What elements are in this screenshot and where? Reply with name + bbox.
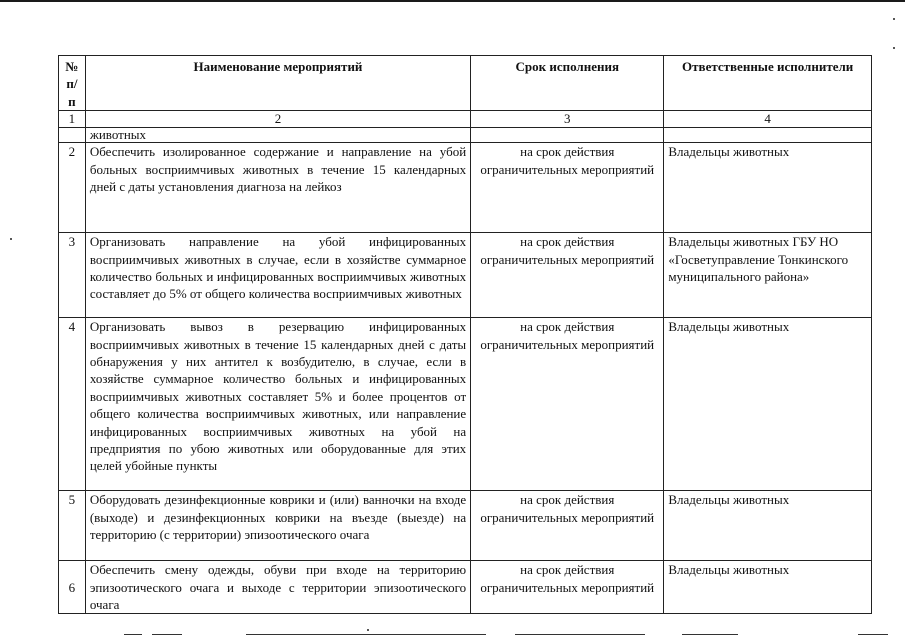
measure-name: Организовать направление на убой инфицированных восприимчивых животных в случае, если в хозяйстве суммарное количество больных и инфицированных восприимчивых животных составляет до 5% от общего количества восприимчивых животных — [85, 233, 470, 318]
row-number: 4 — [59, 318, 86, 491]
measure-name: Организовать вывоз в резервацию инфицированных восприимчивых животных в течение 15 календарных дней с даты обнаружения у них антител к возбудителю, в случае, если в хозяйстве суммарное количество больных и инфицированных восприимчивых животных составляет 5% и более процентов от общего количества восприимчивых животных, или направление инфицированных восприимчивых животных на убой на предприятия по убою животных или оборудованные для этих целей убойные пункты — [85, 318, 470, 491]
column-number: 3 — [471, 111, 664, 128]
header-responsible: Ответственные исполнители — [664, 56, 872, 111]
measure-responsible: Владельцы животных — [664, 561, 872, 614]
scan-speck — [367, 629, 369, 631]
measure-term: на срок действия ограничительных мероприятий — [471, 491, 664, 561]
scan-artifact-line — [246, 634, 486, 635]
table-row — [59, 491, 872, 561]
row-number: 6 — [59, 561, 86, 614]
table-row — [59, 143, 872, 233]
scan-speck — [893, 47, 895, 49]
scan-artifact-line — [858, 634, 888, 635]
measure-responsible: Владельцы животных — [664, 318, 872, 491]
scan-artifact-line — [515, 634, 645, 635]
table-row — [59, 561, 872, 614]
row-number: 2 — [59, 143, 86, 233]
measure-name: Оборудовать дезинфекционные коврики и (или) ванночки на входе (выходе) и дезинфекционных коврики на въезде (выезде) на территорию (с территории) эпизоотического очага — [85, 491, 470, 561]
measure-responsible: Владельцы животных ГБУ НО «Госветуправление Тонкинского муниципального района» — [664, 233, 872, 318]
scan-speck — [893, 18, 895, 20]
page-top-border — [0, 0, 905, 2]
scan-speck — [10, 238, 12, 240]
header-num: № п/п — [59, 56, 86, 111]
measure-term: на срок действия ограничительных мероприятий — [471, 233, 664, 318]
column-number-row — [59, 111, 872, 128]
measure-term: на срок действия ограничительных мероприятий — [471, 318, 664, 491]
table-row — [59, 233, 872, 318]
measure-responsible: Владельцы животных — [664, 491, 872, 561]
table-header-row — [59, 56, 872, 111]
scan-artifact-line — [682, 634, 738, 635]
scan-artifact-line — [124, 634, 142, 635]
continuation-row — [59, 128, 872, 143]
measure-term: на срок действия ограничительных мероприятий — [471, 143, 664, 233]
measures-table — [58, 55, 872, 614]
measure-term: на срок действия ограничительных мероприятий — [471, 561, 664, 614]
header-term: Срок исполнения — [471, 56, 664, 111]
column-number: 2 — [85, 111, 470, 128]
continuation-text: животных — [85, 128, 470, 143]
measure-name: Обеспечить изолированное содержание и направление на убой больных восприимчивых животных в течение 15 календарных дней с даты установления диагноза на лейкоз — [85, 143, 470, 233]
measure-name: Обеспечить смену одежды, обуви при входе на территорию эпизоотического очага и выходе с территории эпизоотического очага — [85, 561, 470, 614]
row-number: 5 — [59, 491, 86, 561]
row-number: 3 — [59, 233, 86, 318]
measure-responsible: Владельцы животных — [664, 143, 872, 233]
scan-artifact-line — [152, 634, 182, 635]
header-name: Наименование мероприятий — [85, 56, 470, 111]
table-row — [59, 318, 872, 491]
column-number: 1 — [59, 111, 86, 128]
column-number: 4 — [664, 111, 872, 128]
